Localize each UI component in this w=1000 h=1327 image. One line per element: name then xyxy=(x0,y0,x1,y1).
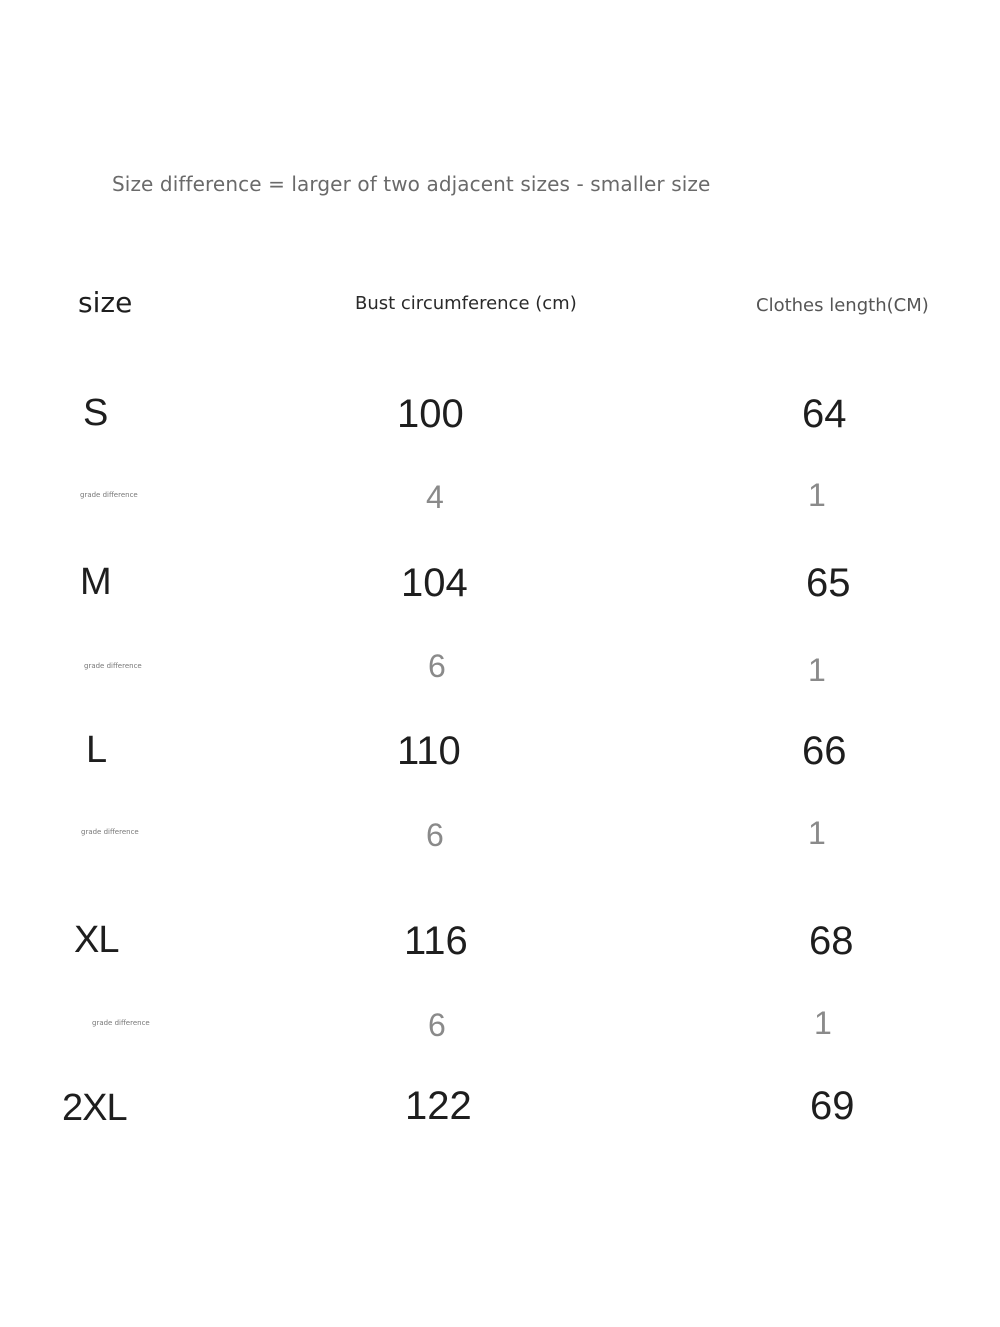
header-bust-circumference: Bust circumference (cm) xyxy=(355,293,577,314)
grade-difference-label: grade difference xyxy=(84,662,142,670)
length-difference: 1 xyxy=(808,652,826,688)
length-difference: 1 xyxy=(814,1005,832,1041)
size-difference-note: Size difference = larger of two adjacent sizes - smaller size xyxy=(112,172,711,196)
bust-difference: 4 xyxy=(426,479,444,515)
header-size: size xyxy=(78,286,133,319)
bust-value-2xl: 122 xyxy=(405,1084,472,1128)
length-difference: 1 xyxy=(808,477,826,513)
bust-value-s: 100 xyxy=(397,392,464,436)
bust-difference: 6 xyxy=(428,648,446,684)
header-clothes-length: Clothes length(CM) xyxy=(756,295,929,316)
grade-difference-label: grade difference xyxy=(81,828,139,836)
size-label-xl: XL xyxy=(74,919,119,961)
length-value-s: 64 xyxy=(802,392,847,436)
length-difference: 1 xyxy=(808,815,826,851)
length-value-m: 65 xyxy=(806,561,851,605)
bust-value-l: 110 xyxy=(397,729,461,773)
length-value-2xl: 69 xyxy=(810,1084,855,1128)
bust-value-xl: 116 xyxy=(404,919,468,963)
size-label-l: L xyxy=(86,729,107,771)
grade-difference-label: grade difference xyxy=(92,1019,150,1027)
length-value-xl: 68 xyxy=(809,919,854,963)
size-label-m: M xyxy=(80,561,111,603)
length-value-l: 66 xyxy=(802,729,847,773)
size-label-2xl: 2XL xyxy=(62,1087,127,1129)
bust-value-m: 104 xyxy=(401,561,468,605)
bust-difference: 6 xyxy=(426,817,444,853)
size-label-s: S xyxy=(83,392,108,434)
bust-difference: 6 xyxy=(428,1007,446,1043)
grade-difference-label: grade difference xyxy=(80,491,138,499)
